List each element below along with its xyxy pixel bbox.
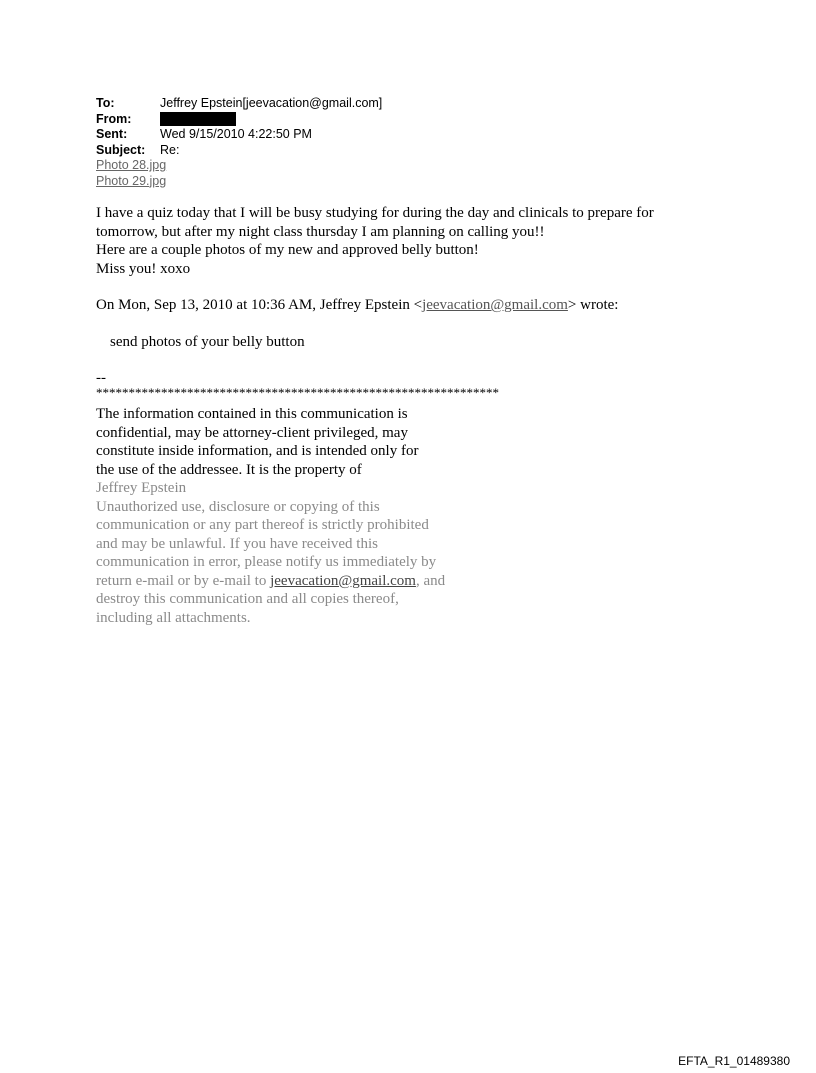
disclaimer-email-link[interactable]: jeevacation@gmail.com	[270, 572, 416, 589]
to-row	[96, 96, 382, 112]
to-value: Jeffrey Epstein[jeevacation@gmail.com]	[160, 96, 383, 110]
confidentiality-disclaimer	[96, 405, 476, 627]
disclaimer-line: including all attachments.	[96, 609, 251, 626]
body-line: Miss you! xoxo	[96, 260, 191, 277]
quote-intro	[96, 296, 618, 315]
from-row	[96, 112, 382, 128]
attachment-link[interactable]: Photo 28.jpg	[96, 158, 167, 172]
document-id: EFTA_R1_01489380	[678, 1054, 790, 1068]
disclaimer-line: communication or any part thereof is strictly prohibited	[96, 517, 429, 533]
subject-label: Subject:	[96, 142, 146, 157]
body-line: tomorrow, but after my night class thursday I am planning on calling you!!	[96, 223, 545, 240]
disclaimer-line: confidential, may be attorney-client privileged, may	[96, 424, 408, 441]
disclaimer-line: Unauthorized use, disclosure or copying of this	[96, 498, 380, 515]
disclaimer-line: constitute inside information, and is intended only for	[96, 443, 419, 459]
return-suffix: , and	[415, 572, 446, 589]
disclaimer-line: destroy this communication and all copies thereof,	[96, 591, 399, 607]
sent-label: Sent:	[96, 127, 128, 141]
to-label: To:	[96, 96, 115, 110]
attachment-link[interactable]: Photo 29.jpg	[96, 173, 167, 188]
body-line: Here are a couple photos of my new and approved belly button!	[96, 242, 479, 258]
disclaimer-line: Jeffrey Epstein	[96, 480, 187, 496]
disclaimer-line: The information contained in this communication is	[96, 406, 408, 422]
subject-value: Re:	[160, 142, 180, 157]
body-line: I have a quiz today that I will be busy studying for during the day and clinicals to prepare for	[96, 205, 654, 221]
sent-value: Wed 9/15/2010 4:22:50 PM	[160, 127, 312, 141]
email-header	[96, 96, 382, 189]
quoted-message: send photos of your belly button	[110, 334, 305, 350]
disclaimer-line: the use of the addressee. It is the property of	[96, 461, 362, 478]
return-prefix: return e-mail or by e-mail to	[96, 572, 271, 589]
sent-row	[96, 127, 382, 143]
message-body	[96, 204, 654, 278]
signature-stars: **************************************************************	[96, 385, 499, 400]
quote-intro-suffix: > wrote:	[567, 297, 619, 313]
disclaimer-gray-block	[96, 479, 476, 627]
quoted-email-link[interactable]: jeevacation@gmail.com	[422, 297, 568, 313]
disclaimer-return-line	[96, 572, 476, 591]
disclaimer-line: and may be unlawful. If you have received this	[96, 535, 378, 552]
subject-row	[96, 143, 382, 159]
redaction-box	[160, 112, 236, 126]
signature-dash: --	[96, 370, 106, 386]
disclaimer-line: communication in error, please notify us immediately by	[96, 554, 437, 570]
from-label: From:	[96, 111, 132, 126]
quote-intro-prefix: On Mon, Sep 13, 2010 at 10:36 AM, Jeffrey Epstein <	[96, 297, 423, 313]
